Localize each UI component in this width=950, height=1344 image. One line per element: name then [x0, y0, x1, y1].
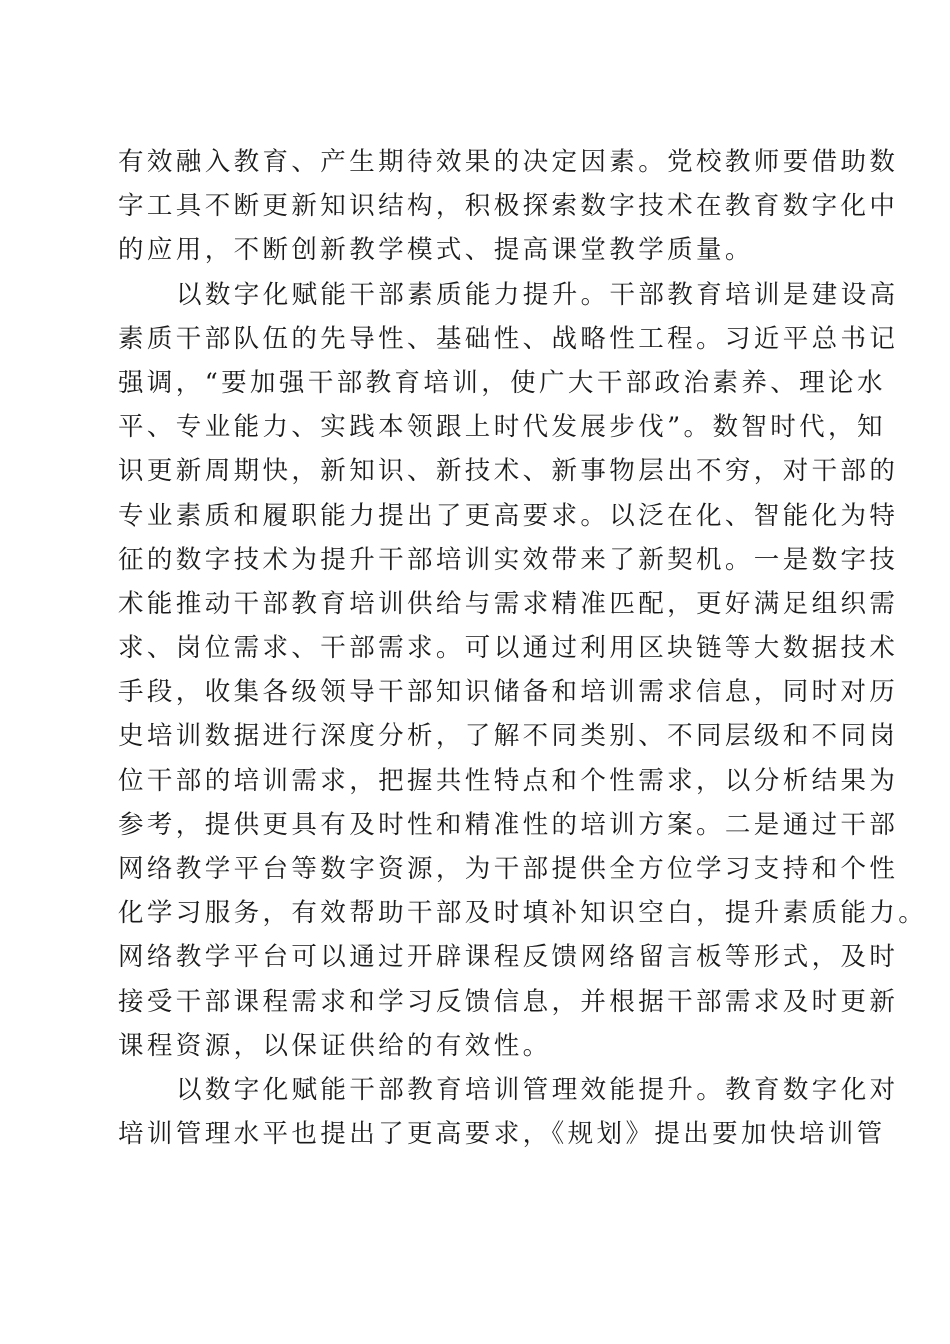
text-line: 平、专业能力、实践本领跟上时代发展步伐”。数智时代，知 — [118, 412, 886, 443]
text-line: 字工具不断更新知识结构，积极探索数字技术在教育数字化中 — [118, 191, 899, 222]
text-line: 接受干部课程需求和学习反馈信息，并根据干部需求及时更新 — [118, 986, 899, 1017]
text-line: 强调，“要加强干部教育培训，使广大干部政治素养、理论水 — [118, 367, 886, 398]
text-line: 参考，提供更具有及时性和精准性的培训方案。二是通过干部 — [118, 809, 899, 840]
text-line: 求、岗位需求、干部需求。可以通过利用区块链等大数据技术 — [118, 633, 899, 664]
text-line: 位干部的培训需求，把握共性特点和个性需求，以分析结果为 — [118, 765, 899, 796]
text-line: 有效融入教育、产生期待效果的决定因素。党校教师要借助数 — [118, 147, 899, 177]
text-line: 识更新周期快，新知识、新技术、新事物层出不穷，对干部的 — [118, 456, 899, 487]
text-line: 术能推动干部教育培训供给与需求精准匹配，更好满足组织需 — [118, 588, 899, 619]
paragraph-first-line: 以数字化赋能干部素质能力提升。干部教育培训是建设高 — [176, 279, 899, 310]
document-body-text — [118, 140, 928, 1156]
text-line: 专业素质和履职能力提出了更高要求。以泛在化、智能化为特 — [118, 500, 899, 531]
text-line: 培训管理水平也提出了更高要求，《规划》提出要加快培训管 — [118, 1119, 886, 1150]
text-line: 手段，收集各级领导干部知识储备和培训需求信息，同时对历 — [118, 677, 899, 708]
text-line: 素质干部队伍的先导性、基础性、战略性工程。习近平总书记 — [118, 323, 899, 354]
text-line: 课程资源，以保证供给的有效性。 — [118, 1030, 552, 1061]
text-line: 史培训数据进行深度分析，了解不同类别、不同层级和不同岗 — [118, 721, 899, 752]
text-line: 网络教学平台等数字资源，为干部提供全方位学习支持和个性 — [118, 854, 899, 884]
paragraph-first-line: 以数字化赋能干部教育培训管理效能提升。教育数字化对 — [176, 1074, 899, 1105]
text-line: 网络教学平台可以通过开辟课程反馈网络留言板等形式，及时 — [118, 942, 899, 973]
text-line: 的应用，不断创新教学模式、提高课堂教学质量。 — [118, 235, 754, 266]
text-line: 征的数字技术为提升干部培训实效带来了新契机。一是数字技 — [118, 544, 899, 575]
text-line: 化学习服务，有效帮助干部及时填补知识空白，提升素质能力。 — [118, 898, 928, 929]
